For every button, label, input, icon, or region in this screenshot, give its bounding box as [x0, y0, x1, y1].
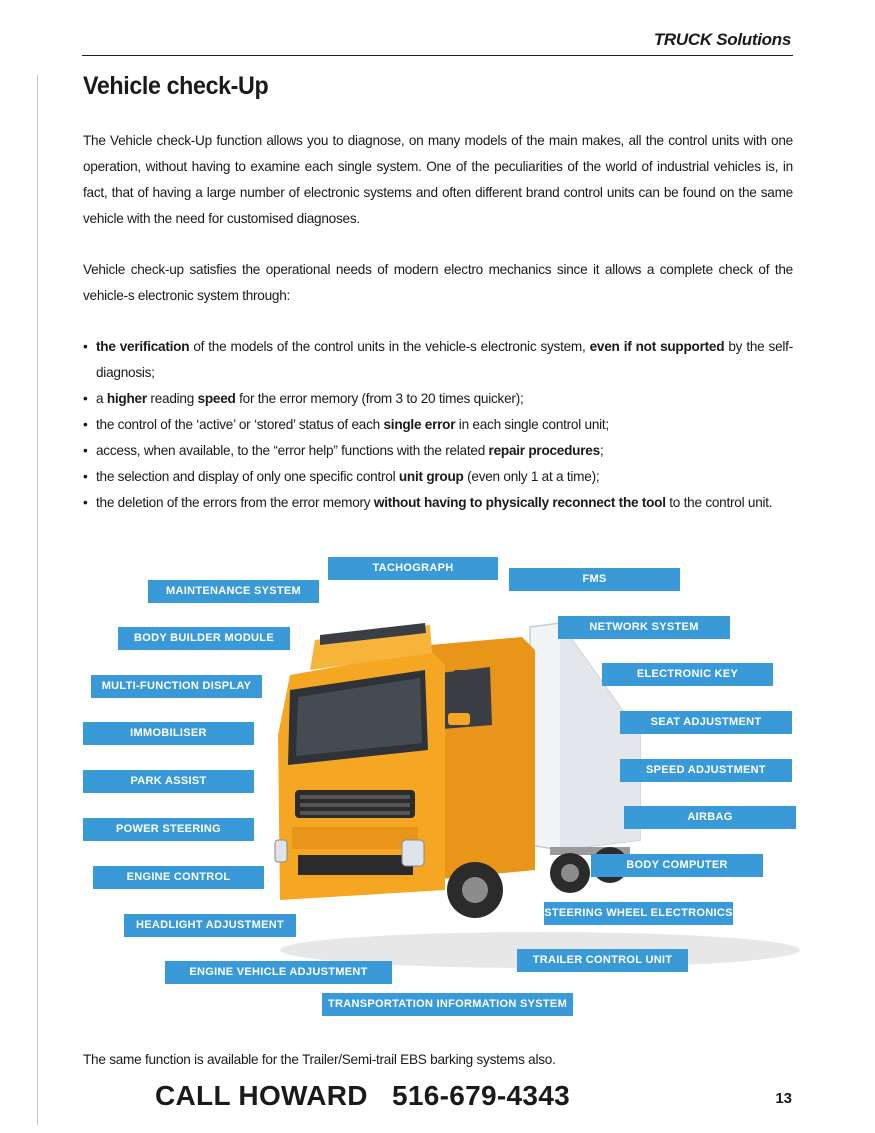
label-transportation-information-system: TRANSPORTATION INFORMATION SYSTEM [322, 993, 573, 1016]
label-electronic-key: ELECTRONIC KEY [602, 663, 773, 686]
label-network-system: NETWORK SYSTEM [558, 616, 730, 639]
label-maintenance-system: MAINTENANCE SYSTEM [148, 580, 319, 603]
label-speed-adjustment: SPEED ADJUSTMENT [620, 759, 792, 782]
label-engine-vehicle-adjustment: ENGINE VEHICLE ADJUSTMENT [165, 961, 392, 984]
label-steering-wheel-electronics: STEERING WHEEL ELECTRONICS [544, 902, 733, 925]
label-engine-control: ENGINE CONTROL [93, 866, 264, 889]
list-item: • the selection and display of only one specific control unit group (even only 1 at a time); [83, 464, 793, 490]
label-multi-function-display: MULTI-FUNCTION DISPLAY [91, 675, 262, 698]
label-seat-adjustment: SEAT ADJUSTMENT [620, 711, 792, 734]
list-item: • the verification of the models of the control units in the vehicle-s electronic system, even if not supported by the self-diagnosis; [83, 334, 793, 386]
call-to-action: CALL HOWARD 516-679-4343 [155, 1080, 570, 1111]
brand-header: TRUCK Solutions [653, 30, 791, 49]
header-rule [82, 55, 793, 56]
lead-paragraph: Vehicle check-up satisfies the operational needs of modern electro mechanics since it allows a complete check of the vehicle-s electronic system through: [83, 262, 793, 303]
list-item: • a higher reading speed for the error memory (from 3 to 20 times quicker); [83, 386, 793, 412]
label-trailer-control-unit: TRAILER CONTROL UNIT [517, 949, 688, 972]
page-number: 13 [775, 1090, 792, 1107]
label-body-computer: BODY COMPUTER [591, 854, 763, 877]
label-body-builder-module: BODY BUILDER MODULE [118, 627, 290, 650]
page-title: Vehicle check-Up [83, 72, 269, 100]
list-item: • the control of the ‘active’ or ‘stored’ status of each single error in each single control unit; [83, 412, 793, 438]
ebs-note: The same function is available for the Trailer/Semi-trail EBS barking systems also. [83, 1052, 556, 1067]
label-tachograph: TACHOGRAPH [328, 557, 498, 580]
label-airbag: AIRBAG [624, 806, 796, 829]
feature-list [83, 334, 793, 516]
label-fms: FMS [509, 568, 680, 591]
intro-paragraph: The Vehicle check-Up function allows you to diagnose, on many models of the main makes, all the control units with one operation, without having to examine each single system. One of the peculiarities of the world of industrial vehicles is, in fact, that of having a large number of electronic systems and often different brand control units can be found on the same vehicle with the need for customised diagnoses. [83, 133, 793, 226]
label-immobiliser: IMMOBILISER [83, 722, 254, 745]
list-item: • the deletion of the errors from the error memory without having to physically reconnect the tool to the control unit. [83, 490, 793, 516]
label-headlight-adjustment: HEADLIGHT ADJUSTMENT [124, 914, 296, 937]
label-park-assist: PARK ASSIST [83, 770, 254, 793]
truck-systems-diagram [0, 545, 875, 1025]
list-item: • access, when available, to the “error help” functions with the related repair procedures; [83, 438, 793, 464]
label-power-steering: POWER STEERING [83, 818, 254, 841]
